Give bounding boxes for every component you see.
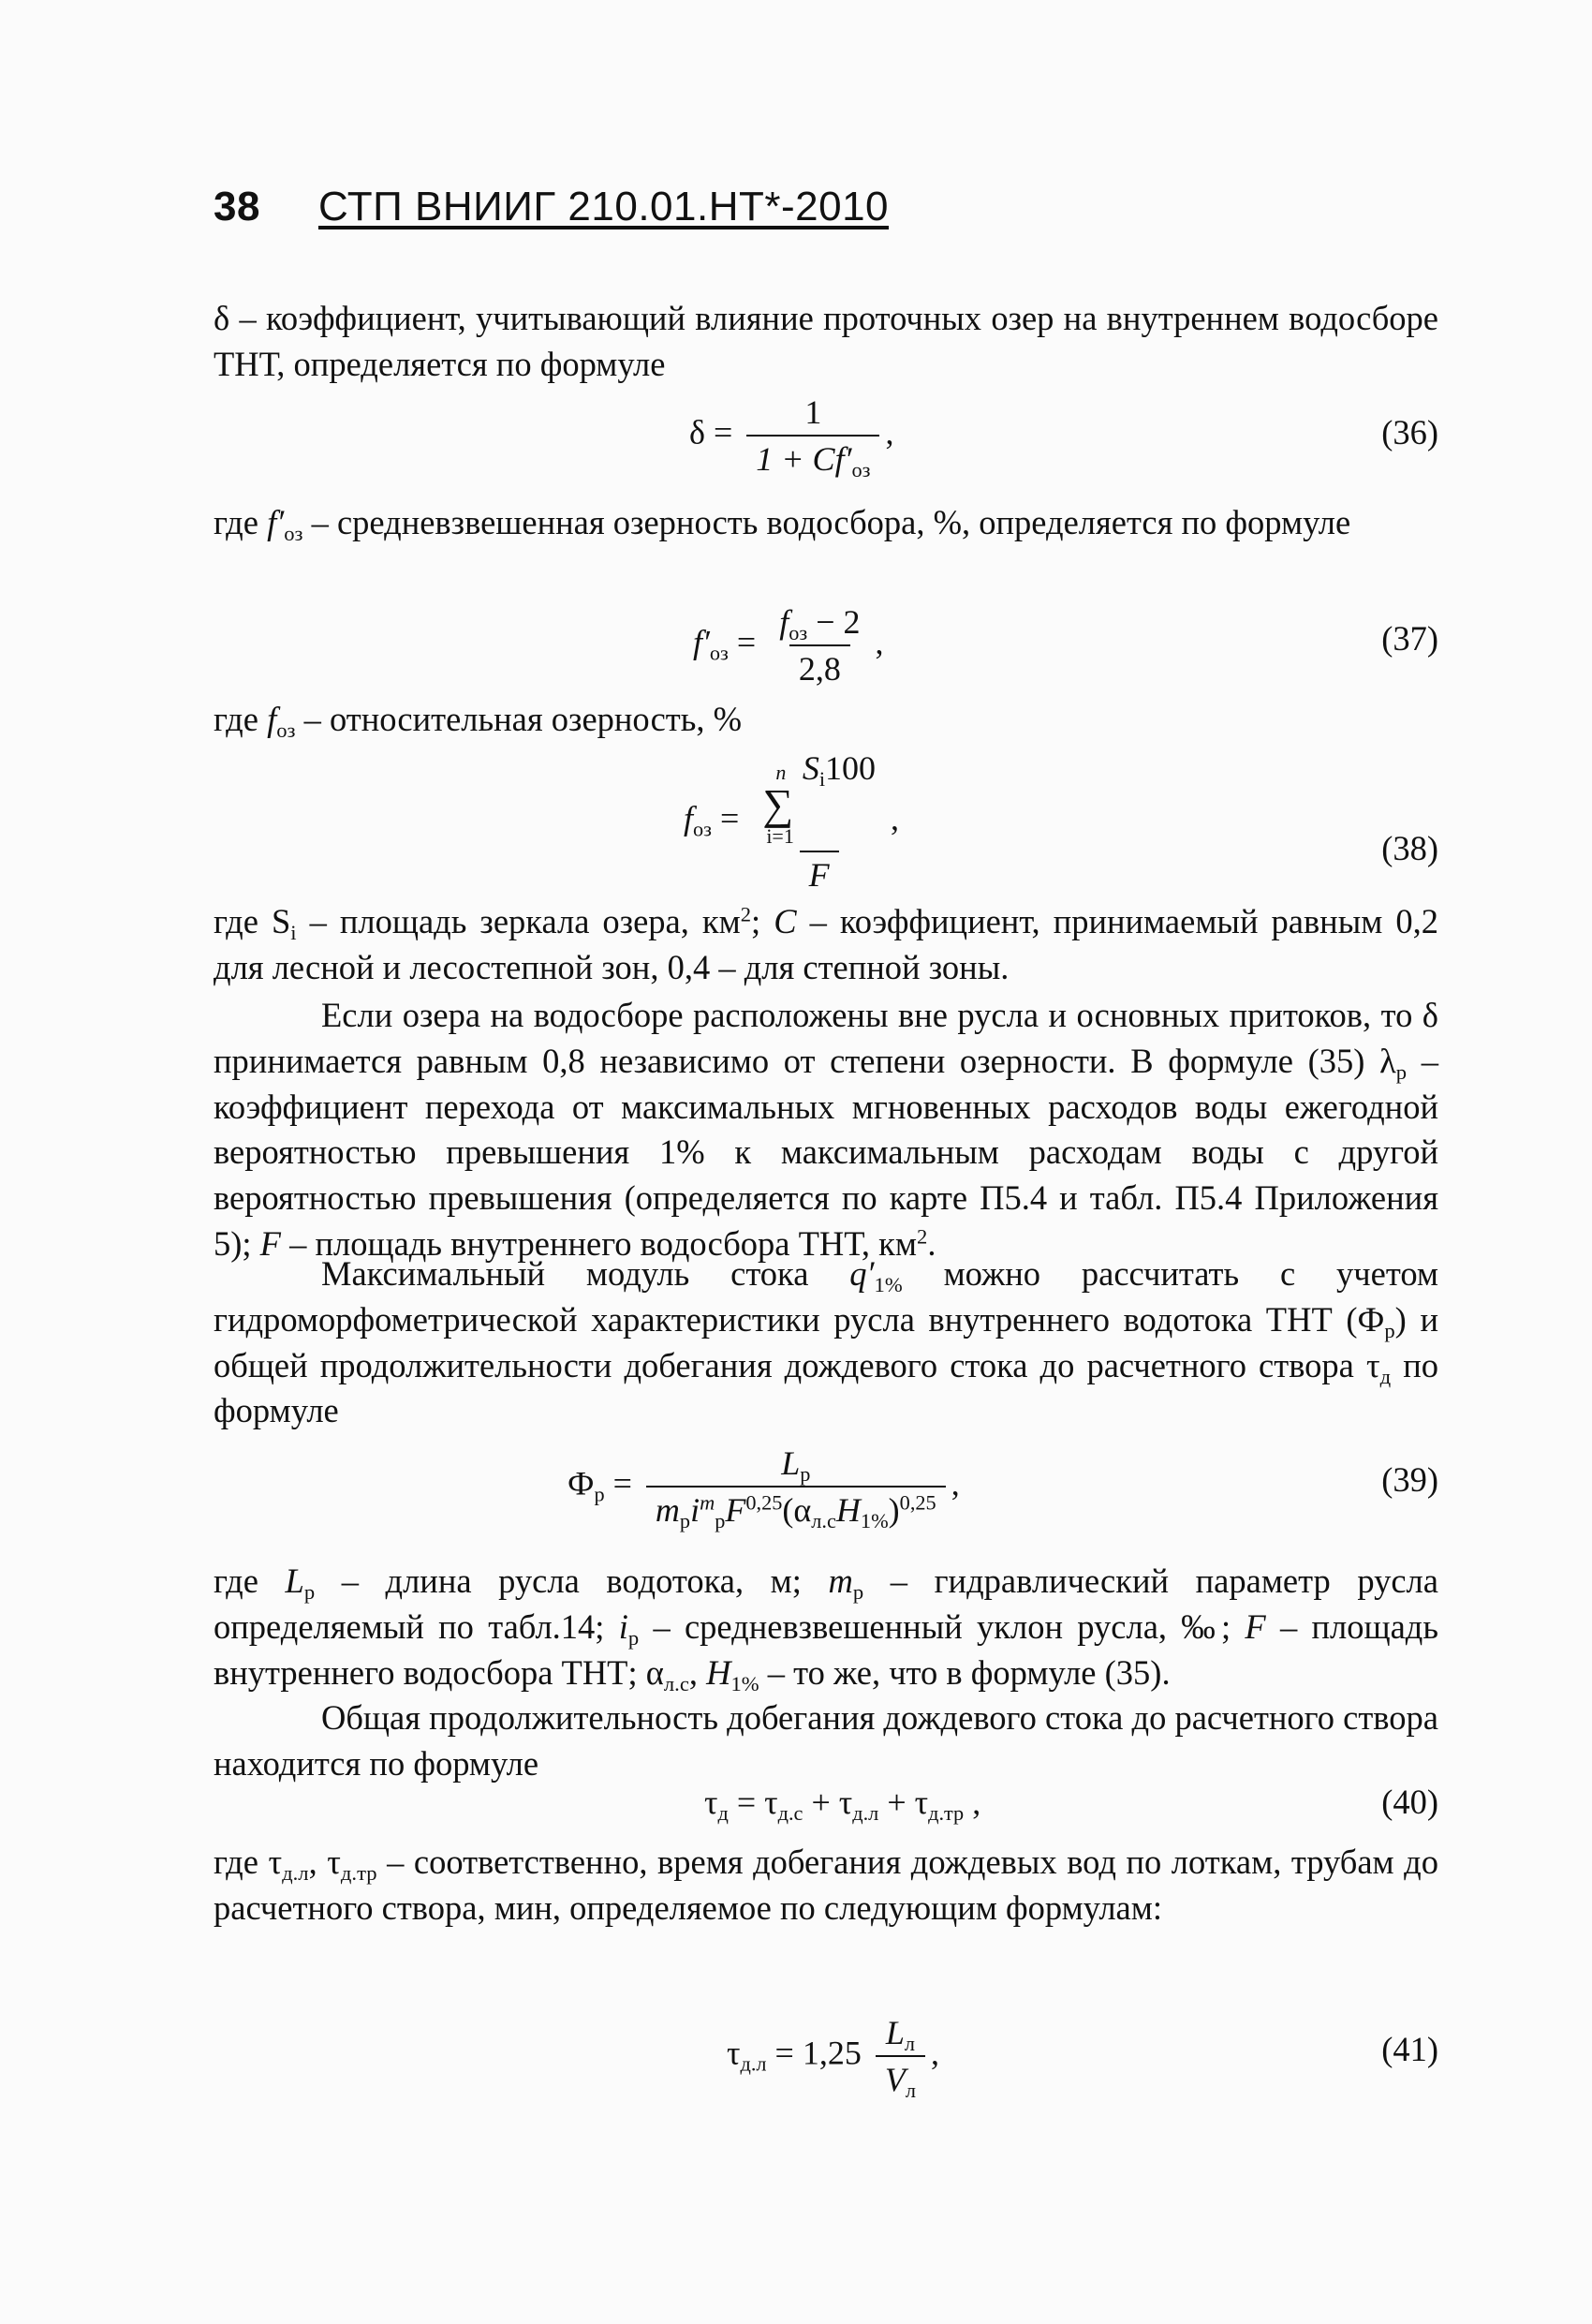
equation-number-40: (40) — [1381, 1783, 1438, 1821]
formula-37: $f'_{оз}$ = $\frac{f_{оз} - 2}{2,8}$ , — [693, 603, 884, 688]
standard-code: СТП ВНИИГ 210.01.НТ*-2010 — [317, 184, 890, 229]
paragraph-lr-definition: где $L_р$ – длина русла водотока, м; $m_р$ – гидравлический параметр русла определяемый по табл.14; $i_р$ – средневзвешенный уклон русла, ‰; F – площадь внутреннего водосбора ТНТ; $\alpha_{л.с}$, $H_{1\%}$ – то же, что в формуле (35). — [214, 1562, 1438, 1695]
formula-40: $\tau_д = \tau_{д.с} + \tau_{д.л} + \tau_{д.тр}$ , — [704, 1784, 981, 1826]
eq36-lhs: δ = — [689, 413, 733, 451]
equation-number-38: (38) — [1381, 829, 1438, 867]
equation-number-41: (41) — [1381, 2030, 1438, 2068]
eq37-numerator: $f_{оз} - 2$ — [779, 603, 861, 645]
paragraph-lakes-outside: Если озера на водосборе расположены вне русла и основных притоков, то δ принимается равным 0,8 независимо от степени озерности. В формуле (35) $\lambda_р$ – коэффициент перехода от максимальных мгновенных расходов воды ежегодной вероятностью превышения 1% к максимальным расходам воды с другой вероятностью превышения (определяется по карте П5.4 и табл. П5.4 Приложения 5); F – площадь внутреннего водосбора ТНТ, $км^2$. — [214, 996, 1438, 1263]
paragraph-delta-definition: δ – коэффициент, учитывающий влияние проточных озер на внутреннем водосборе ТНТ, определяется по формуле — [214, 299, 1438, 383]
paragraph-max-runoff-module: Максимальный модуль стока $q'_{1\%}$ можно рассчитать с учетом гидроморфометрической характеристики русла внутреннего водотока ТНТ $(Ф_р)$ и общей продолжительности добегания дождевого стока до расчетного створа $\tau_д$ по формуле — [214, 1254, 1438, 1430]
eq38-fraction — [753, 749, 885, 894]
eq41-fraction: $\frac{L_л}{V_л}$ — [876, 2014, 925, 2098]
paragraph-f-oz-prime: где $f'_{оз}$ – средневзвешенная озерность водосбора, %, определяется по формуле — [214, 503, 1351, 546]
eq36-numerator: 1 — [804, 393, 822, 431]
paragraph-si-definition: где $S_i$ – площадь зеркала озера, $км^2$; C – коэффициент, принимаемый равным 0,2 для лесной и лесостепной зон, 0,4 – для степной зоны. — [214, 902, 1438, 986]
formula-39: $Ф_р$ = $\frac{L_р}{m_рi^m_рF^{0,25}(\alpha_{л.с}H_{1\%})^{0,25}}$ , — [568, 1444, 960, 1533]
paragraph-total-duration: Общая продолжительность добегания дождевого стока до расчетного створа находится по формуле — [214, 1698, 1438, 1783]
eq37-fraction — [770, 603, 869, 688]
eq38-numerator: n ∑ i=1 $S_i100$ — [762, 749, 877, 848]
page-number: 38 — [214, 184, 260, 229]
eq36-denominator: $1 + Cf'_{оз}$ — [746, 435, 879, 478]
eq37-denominator: 2,8 — [789, 644, 850, 688]
paragraph-f-oz: где $f_{оз}$ – относительная озерность, % — [214, 700, 743, 743]
equation-number-36: (36) — [1381, 413, 1438, 451]
equation-number-39: (39) — [1381, 1460, 1438, 1499]
formula-36: δ = $\frac{1}{1 + Cf'_{оз}}$ , — [689, 393, 894, 482]
formula-38: $f_{оз}$ = n ∑ i=1 $S_i100$ F , — [684, 749, 900, 894]
equation-number-37: (37) — [1381, 619, 1438, 658]
eq39-fraction: $\frac{L_р}{m_рi^m_рF^{0,25}(\alpha_{л.с}H_{1\%})^{0,25}}$ — [646, 1444, 946, 1529]
formula-41: $\tau_{д.л} = 1,25$ $\frac{L_л}{V_л}$ , — [727, 2014, 939, 2103]
summation-icon: n ∑ i=1 — [762, 761, 794, 848]
page-header — [214, 184, 889, 230]
eq36-fraction — [746, 393, 879, 482]
eq38-denominator: F — [800, 851, 839, 894]
paragraph-tau-definitions: где $\tau_{д.л}$, $\tau_{д.тр}$ – соответственно, время добегания дождевых вод по лоткам, трубам до расчетного створа, мин, определяемое по следующим формулам: — [214, 1843, 1439, 1927]
